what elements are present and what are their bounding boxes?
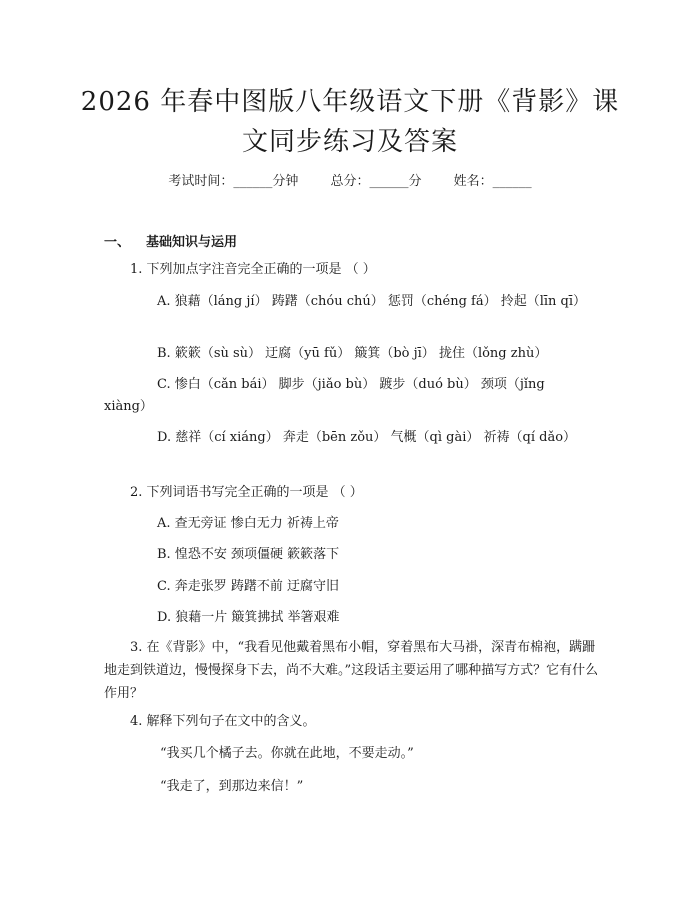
total-score: 总分：______分 bbox=[330, 174, 422, 189]
student-name: 姓名：______ bbox=[453, 174, 532, 189]
question-1-option-d: D. 慈祥（cí xiáng） 奔走（bēn zǒu） 气概（qì gài） 祈祷（qí dǎo） bbox=[157, 430, 577, 445]
question-2-option-d: D. 狼藉一片 簸箕拂拭 举箸艰难 bbox=[157, 610, 340, 625]
title-line-1: 2026 年春中图版八年级语文下册《背影》课 bbox=[80, 87, 620, 117]
question-1-option-a: A. 狼藉（láng jí） 踌躇（chóu chú） 惩罚（chéng fá） 拎起（līn qī） bbox=[157, 294, 587, 309]
question-2-option-c: C. 奔走张罗 踌躇不前 迂腐守旧 bbox=[157, 579, 340, 594]
question-4-quote-2: “我走了，到那边来信！” bbox=[160, 779, 304, 794]
question-4-stem: 4. 解释下列句子在文中的含义。 bbox=[130, 714, 316, 729]
exam-meta bbox=[0, 170, 700, 189]
question-1-option-b: B. 簌簌（sù sù） 迂腐（yū fǔ） 簸箕（bò jī） 拢住（lǒng zhù） bbox=[157, 346, 548, 361]
question-2-option-b: B. 惶恐不安 颈项僵硬 簌簌落下 bbox=[157, 547, 340, 562]
question-3: 3. 在《背影》中，“我看见他戴着黑布小帽，穿着黑布大马褂，深青布棉袍，蹒跚地走到铁道边，慢慢探身下去，尚不大难。”这段话主要运用了哪种描写方式？它有什么作用？ bbox=[104, 640, 599, 701]
section-number: 一、 bbox=[104, 235, 131, 250]
title-line-2: 文同步练习及答案 bbox=[241, 127, 458, 157]
exam-time: 考试时间：______分钟 bbox=[168, 174, 299, 189]
question-1-option-c: C. 惨白（cǎn bái） 脚步（jiǎo bù） 踱步（duó bù） 颈项（jǐng xiàng） bbox=[104, 377, 545, 414]
question-4-quote-1: “我买几个橘子去。你就在此地，不要走动。” bbox=[160, 746, 414, 761]
section-heading bbox=[104, 231, 237, 250]
document-title bbox=[60, 82, 640, 162]
question-1-stem: 1. 下列加点字注音完全正确的一项是 （ ） bbox=[130, 262, 376, 277]
question-2-option-a: A. 查无旁证 惨白无力 祈祷上帝 bbox=[157, 516, 339, 531]
question-2-stem: 2. 下列词语书写完全正确的一项是 （ ） bbox=[130, 485, 363, 500]
section-title: 基础知识与运用 bbox=[146, 235, 238, 250]
